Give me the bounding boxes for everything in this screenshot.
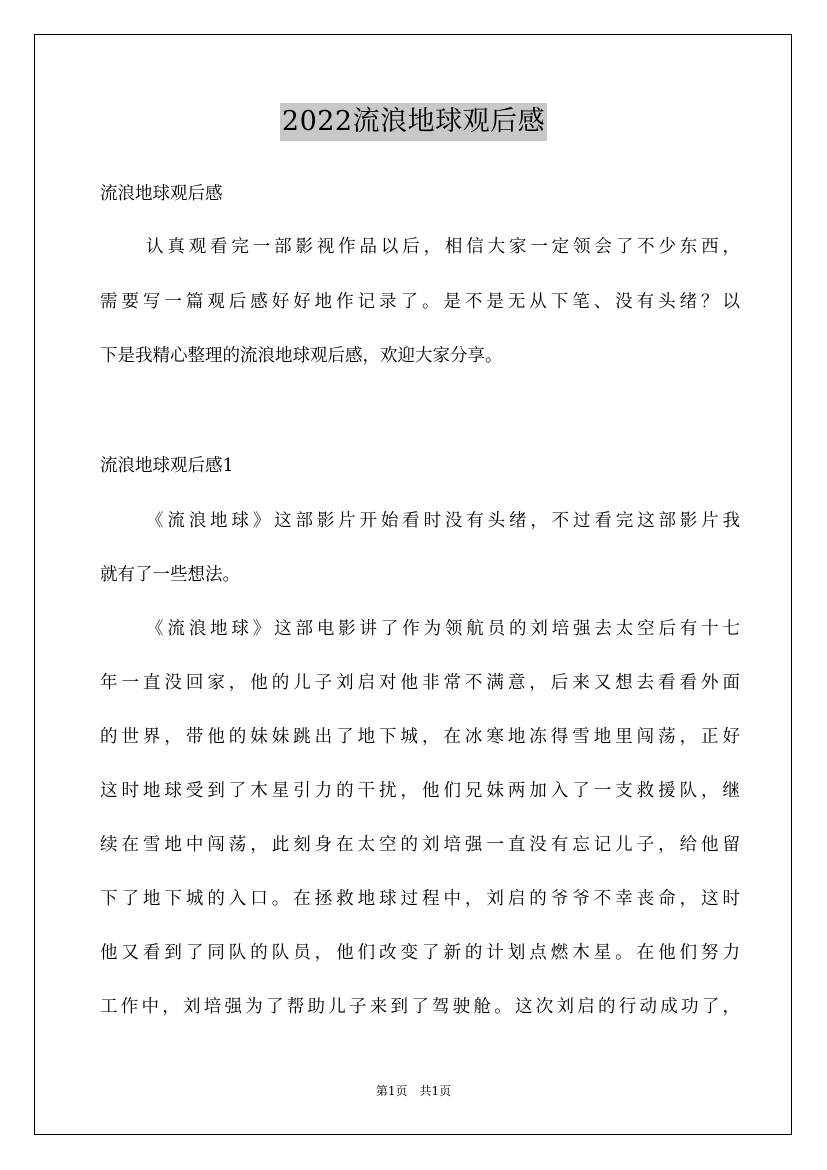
para2-line-5: 续在雪地中闯荡，此刻身在太空的刘培强一直没有忘记儿子，给他留 <box>100 835 740 855</box>
intro-line-2: 需要写一篇观后感好好地作记录了。是不是无从下笔、没有头绪？以 <box>100 292 740 312</box>
section-heading-1: 流浪地球观后感1 <box>100 456 234 476</box>
para1-line-1: 《流浪地球》这部影片开始看时没有头绪，不过看完这部影片我 <box>146 511 740 531</box>
page-footer: 第1页 共1页 <box>375 1084 452 1098</box>
para2-line-1: 《流浪地球》这部电影讲了作为领航员的刘培强去太空后有十七 <box>146 619 740 639</box>
title-container <box>0 103 827 141</box>
para2-line-7: 他又看到了同队的队员，他们改变了新的计划点燃木星。在他们努力 <box>100 943 740 963</box>
intro-line-1: 认真观看完一部影视作品以后，相信大家一定领会了不少东西， <box>146 237 740 257</box>
para2-line-2: 年一直没回家，他的儿子刘启对他非常不满意，后来又想去看看外面 <box>100 673 740 693</box>
para2-line-3: 的世界，带他的妹妹跳出了地下城，在冰寒地冻得雪地里闯荡，正好 <box>100 727 740 747</box>
para2-line-8: 工作中，刘培强为了帮助儿子来到了驾驶舱。这次刘启的行动成功了， <box>100 997 740 1017</box>
para1-line-2: 就有了一些想法。 <box>100 565 240 585</box>
document-title: 2022流浪地球观后感 <box>280 103 547 141</box>
subtitle: 流浪地球观后感 <box>100 184 223 204</box>
intro-line-3: 下是我精心整理的流浪地球观后感，欢迎大家分享。 <box>100 346 503 366</box>
para2-line-4: 这时地球受到了木星引力的干扰，他们兄妹两加入了一支救援队，继 <box>100 781 740 801</box>
para2-line-6: 下了地下城的入口。在拯救地球过程中，刘启的爷爷不幸丧命，这时 <box>100 889 740 909</box>
